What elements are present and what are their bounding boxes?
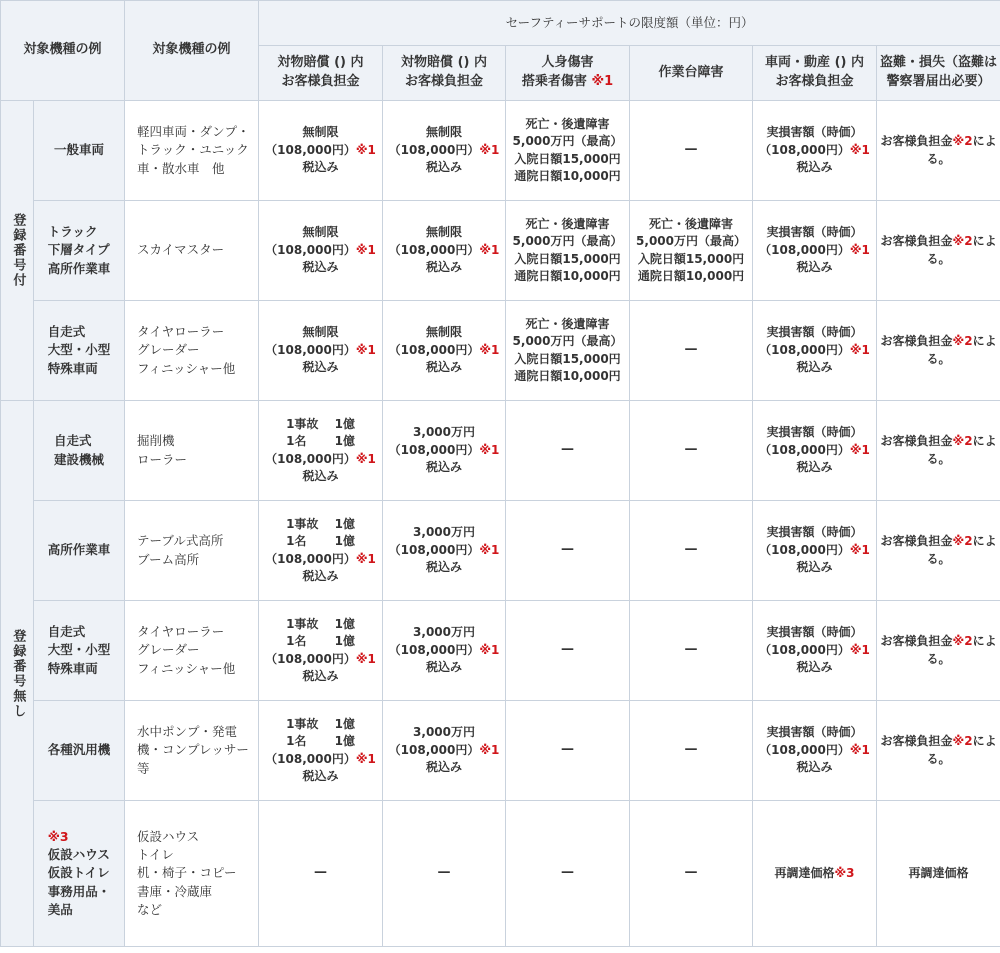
limit-cell-3 xyxy=(506,701,630,801)
limit-cell-1 xyxy=(259,701,383,801)
header-line: 対物賠償 () 内 xyxy=(277,55,364,71)
header-line: お客様負担金 xyxy=(405,74,484,89)
value-line: 1事故 1億 xyxy=(286,616,355,631)
header-line: 人身傷害 xyxy=(541,55,594,71)
machine-examples xyxy=(125,401,259,501)
category-line: 自走式 xyxy=(47,624,86,640)
dash-mark: — xyxy=(684,442,698,458)
value-line: （108,000円）※1 xyxy=(759,142,870,157)
value-line: （108,000円）※1 xyxy=(388,242,500,257)
example-line: タイヤローラー xyxy=(137,324,225,340)
note-mark: ※1 xyxy=(479,342,500,357)
dash-mark: — xyxy=(684,865,698,881)
value-line: 税込み xyxy=(796,760,833,775)
note-mark: ※1 xyxy=(849,342,870,357)
value-line: 実損害額（時価） xyxy=(766,225,863,240)
value-line: 税込み xyxy=(426,760,463,775)
value-line: （108,000円）※1 xyxy=(388,742,500,757)
table-row xyxy=(1,201,1000,301)
value-line: 3,000万円 xyxy=(413,625,475,640)
value-line: （108,000円）※1 xyxy=(759,642,870,657)
category-line: 各種汎用機 xyxy=(47,742,111,758)
machine-examples xyxy=(125,601,259,701)
note-mark: ※1 xyxy=(479,642,500,657)
value-line: 入院日額15,000円 xyxy=(637,251,745,266)
value-line: （108,000円）※1 xyxy=(265,142,376,157)
machine-category-text xyxy=(48,623,111,677)
value-line: 1名 1億 xyxy=(286,534,355,549)
value-line: 税込み xyxy=(302,360,339,375)
limit-cell-5 xyxy=(753,201,877,301)
limit-cell-1 xyxy=(259,301,383,401)
machine-category-text xyxy=(48,541,111,559)
header-machine-example-a: 対象機種の例 xyxy=(1,1,125,101)
value-line: （108,000円）※1 xyxy=(265,342,376,357)
example-line: 軽四車両・ダンプ・ xyxy=(137,124,250,140)
category-line: 美品 xyxy=(47,901,73,917)
header-machine-example-b: 対象機種の例 xyxy=(125,1,259,101)
value-line: 税込み xyxy=(796,260,833,275)
limit-cell-2 xyxy=(383,401,506,501)
note-mark: ※2 xyxy=(952,134,973,149)
note-suffix: による。 xyxy=(926,534,997,566)
limit-cell-4 xyxy=(630,801,753,947)
limit-cell-6 xyxy=(877,101,1000,201)
table-row xyxy=(1,301,1000,401)
limit-cell-6 xyxy=(877,201,1000,301)
value-line: （108,000円）※1 xyxy=(388,642,500,657)
category-line: 自走式 xyxy=(54,433,92,449)
limit-cell-1 xyxy=(259,101,383,201)
value-line: 税込み xyxy=(426,660,463,675)
value-line: 実損害額（時価） xyxy=(766,325,863,340)
value-line: （108,000円）※1 xyxy=(265,451,376,466)
value-line: 税込み xyxy=(796,660,833,675)
note-mark: ※1 xyxy=(355,751,376,766)
header-line: 警察署届出必要） xyxy=(886,74,991,89)
value-line: 実損害額（時価） xyxy=(766,725,863,740)
value-line: 入院日額15,000円 xyxy=(514,251,621,266)
value-line: 無制限 xyxy=(426,225,463,240)
value-line: （108,000円）※1 xyxy=(388,342,500,357)
machine-category-text xyxy=(54,141,104,159)
limit-cell-4 xyxy=(630,301,753,401)
value-line: 無制限 xyxy=(302,225,339,240)
value-line: 1事故 1億 xyxy=(286,716,355,731)
note-mark: ※1 xyxy=(849,742,870,757)
table-row xyxy=(1,401,1000,501)
value-line: お客様負担金※2による。 xyxy=(880,534,997,566)
header-line: 対物賠償 () 内 xyxy=(401,55,487,71)
limit-cell-1 xyxy=(259,501,383,601)
value-line: 再調達価格※3 xyxy=(774,865,855,880)
value-line: （108,000円）※1 xyxy=(265,751,376,766)
example-line: スカイマスター xyxy=(137,242,225,258)
group-registered xyxy=(1,101,34,401)
example-line: 水中ポンプ・発電 xyxy=(137,724,238,740)
category-line: 建設機械 xyxy=(54,451,105,467)
note-mark: ※1 xyxy=(479,442,500,457)
value-line: 3,000万円 xyxy=(413,425,475,440)
value-line: 1事故 1億 xyxy=(286,416,355,431)
limit-cell-6 xyxy=(877,501,1000,601)
note-suffix: による。 xyxy=(926,434,997,466)
value-line: 実損害額（時価） xyxy=(766,625,863,640)
header-col-2 xyxy=(383,46,506,101)
machine-category-text xyxy=(54,432,104,468)
example-line: 書庫・冷蔵庫 xyxy=(137,883,213,899)
header-line: お客様負担金 xyxy=(775,74,854,89)
note-mark: ※1 xyxy=(355,142,376,157)
category-line: 事務用品・ xyxy=(47,883,111,899)
note-mark: ※2 xyxy=(952,634,973,649)
limit-cell-2 xyxy=(383,301,506,401)
value-line: （108,000円）※1 xyxy=(388,442,500,457)
value-line: 5,000万円（最高） xyxy=(512,134,623,149)
value-line: 税込み xyxy=(796,460,833,475)
limit-cell-3 xyxy=(506,601,630,701)
value-line: 税込み xyxy=(426,460,463,475)
value-line: 実損害額（時価） xyxy=(766,525,863,540)
value-line: 税込み xyxy=(302,160,339,175)
value-line: （108,000円）※1 xyxy=(759,342,870,357)
value-line: お客様負担金※2による。 xyxy=(880,734,997,766)
table-row xyxy=(1,601,1000,701)
value-line: お客様負担金※2による。 xyxy=(880,634,997,666)
limit-cell-3 xyxy=(506,301,630,401)
note-mark: ※2 xyxy=(952,734,973,749)
limit-cell-2 xyxy=(383,501,506,601)
note-mark: ※1 xyxy=(849,442,870,457)
category-line: 大型・小型 xyxy=(47,342,111,358)
category-line: 特殊車両 xyxy=(47,660,98,676)
example-line: トイレ xyxy=(137,847,174,863)
value-line: 実損害額（時価） xyxy=(766,425,863,440)
value-line: 実損害額（時価） xyxy=(766,125,863,140)
value-line: 税込み xyxy=(426,360,463,375)
header-line: 搭乗者傷害 ※1 xyxy=(521,74,614,89)
limit-cell-2 xyxy=(383,601,506,701)
value-line: 無制限 xyxy=(426,325,463,340)
dash-mark: — xyxy=(684,642,698,658)
note-mark: ※1 xyxy=(591,74,614,89)
dash-mark: — xyxy=(561,865,575,881)
machine-category xyxy=(34,201,125,301)
note-suffix: による。 xyxy=(926,634,997,666)
note-mark: ※1 xyxy=(355,242,376,257)
limit-cell-4 xyxy=(630,401,753,501)
header-line: 盗難・損失（盗難は xyxy=(880,55,998,71)
note-mark: ※1 xyxy=(849,542,870,557)
value-line: 3,000万円 xyxy=(413,525,475,540)
machine-examples xyxy=(125,501,259,601)
category-line: 大型・小型 xyxy=(47,642,111,658)
dash-mark: — xyxy=(561,642,575,658)
limit-cell-5 xyxy=(753,301,877,401)
note-mark: ※1 xyxy=(355,342,376,357)
machine-category-text xyxy=(48,323,111,377)
limit-cell-3 xyxy=(506,101,630,201)
header-col-6 xyxy=(877,46,1000,101)
value-line: （108,000円）※1 xyxy=(759,442,870,457)
note-mark: ※2 xyxy=(952,234,973,249)
example-line: ブーム高所 xyxy=(137,551,200,567)
value-line: 入院日額15,000円 xyxy=(514,351,621,366)
value-line: （108,000円）※1 xyxy=(759,542,870,557)
note-mark: ※1 xyxy=(479,142,500,157)
table-row xyxy=(1,701,1000,801)
value-line: 税込み xyxy=(426,560,463,575)
value-line: 5,000万円（最高） xyxy=(636,234,746,249)
value-line: 死亡・後遺障害 xyxy=(649,216,734,231)
machine-examples xyxy=(125,101,259,201)
limit-cell-2 xyxy=(383,201,506,301)
limit-cell-5 xyxy=(753,801,877,947)
limit-cell-1 xyxy=(259,401,383,501)
limit-cell-5 xyxy=(753,101,877,201)
category-line: トラック xyxy=(47,224,98,240)
note-mark: ※1 xyxy=(355,551,376,566)
machine-examples xyxy=(125,801,259,947)
limit-cell-5 xyxy=(753,501,877,601)
example-line: グレーダー xyxy=(137,342,200,358)
value-line: 無制限 xyxy=(302,325,339,340)
machine-category-text xyxy=(48,223,111,277)
table-row xyxy=(1,101,1000,201)
header-line: お客様負担金 xyxy=(281,74,360,89)
machine-examples xyxy=(125,701,259,801)
machine-category xyxy=(34,501,125,601)
value-line: （108,000円）※1 xyxy=(759,242,870,257)
limit-cell-1 xyxy=(259,201,383,301)
value-line: 税込み xyxy=(302,668,339,683)
value-line: 1名 1億 xyxy=(286,434,355,449)
example-line: など xyxy=(137,901,163,917)
value-line: 1名 1億 xyxy=(286,634,355,649)
group-unregistered xyxy=(1,401,34,947)
value-line: （108,000円）※1 xyxy=(265,551,376,566)
category-line: 一般車両 xyxy=(54,142,105,158)
value-line: （108,000円）※1 xyxy=(388,142,500,157)
example-line: ローラー xyxy=(137,451,188,467)
note-mark: ※1 xyxy=(355,651,376,666)
limit-cell-6 xyxy=(877,301,1000,401)
value-line: 死亡・後遺障害 xyxy=(525,216,610,231)
machine-category-text xyxy=(48,828,111,919)
example-line: 仮設ハウス xyxy=(137,829,200,845)
category-line: 高所作業車 xyxy=(47,260,111,276)
limit-cell-4 xyxy=(630,501,753,601)
value-line: 通院日額10,000円 xyxy=(514,268,621,283)
limit-cell-3 xyxy=(506,401,630,501)
header-col-5 xyxy=(753,46,877,101)
note-mark: ※3 xyxy=(47,829,69,845)
value-line: 税込み xyxy=(302,468,339,483)
value-line: お客様負担金※2による。 xyxy=(880,234,997,266)
category-line: 下層タイプ xyxy=(47,242,110,258)
value-line: （108,000円）※1 xyxy=(265,651,376,666)
note-mark: ※3 xyxy=(834,865,855,880)
note-mark: ※1 xyxy=(479,242,500,257)
value-line: 無制限 xyxy=(426,125,463,140)
limit-cell-3 xyxy=(506,801,630,947)
value-line: お客様負担金※2による。 xyxy=(880,334,997,366)
limit-cell-4 xyxy=(630,201,753,301)
limit-cell-5 xyxy=(753,701,877,801)
note-mark: ※1 xyxy=(849,142,870,157)
dash-mark: — xyxy=(561,442,575,458)
value-line: （108,000円）※1 xyxy=(759,742,870,757)
machine-category-text xyxy=(48,741,111,759)
value-line: （108,000円）※1 xyxy=(388,542,500,557)
machine-category xyxy=(34,101,125,201)
example-line: タイヤローラー xyxy=(137,624,225,640)
category-line: 自走式 xyxy=(47,324,86,340)
value-line: 通院日額10,000円 xyxy=(637,268,745,283)
example-line: テーブル式高所 xyxy=(137,533,224,549)
limit-cell-4 xyxy=(630,601,753,701)
value-line: 3,000万円 xyxy=(413,725,475,740)
limit-cell-6 xyxy=(877,601,1000,701)
example-line: 機・コンプレッサー xyxy=(137,742,249,758)
limit-cell-6 xyxy=(877,701,1000,801)
limit-cell-5 xyxy=(753,401,877,501)
limit-cell-6 xyxy=(877,401,1000,501)
header-col-4 xyxy=(630,46,753,101)
value-line: 通院日額10,000円 xyxy=(514,368,621,383)
note-suffix: による。 xyxy=(926,734,997,766)
machine-examples xyxy=(125,201,259,301)
header-col-3 xyxy=(506,46,630,101)
note-mark: ※1 xyxy=(849,242,870,257)
table-row xyxy=(1,801,1000,947)
table-row xyxy=(1,501,1000,601)
value-line: 通院日額10,000円 xyxy=(514,168,621,183)
category-line: 仮設ハウス xyxy=(47,847,110,863)
dash-mark: — xyxy=(561,742,575,758)
example-line: フィニッシャー他 xyxy=(137,660,236,676)
limit-cell-5 xyxy=(753,601,877,701)
dash-mark: — xyxy=(684,342,698,358)
example-line: 等 xyxy=(137,760,150,776)
example-line: 車・散水車 他 xyxy=(137,160,225,176)
dash-mark: — xyxy=(684,542,698,558)
value-line: お客様負担金※2による。 xyxy=(880,434,997,466)
limit-cell-6 xyxy=(877,801,1000,947)
example-line: 掘削機 xyxy=(137,433,175,449)
value-line: 1名 1億 xyxy=(286,734,355,749)
value-line: 税込み xyxy=(302,568,339,583)
limit-cell-1 xyxy=(259,801,383,947)
category-line: 特殊車両 xyxy=(47,360,98,376)
value-line: お客様負担金※2による。 xyxy=(880,134,997,166)
note-suffix: による。 xyxy=(926,134,997,166)
example-line: トラック・ユニック xyxy=(137,142,249,158)
value-line: 1事故 1億 xyxy=(286,516,355,531)
limit-cell-1 xyxy=(259,601,383,701)
limit-cell-3 xyxy=(506,201,630,301)
value-line: 入院日額15,000円 xyxy=(514,151,621,166)
header-limits-title: セーフティーサポートの限度額（単位：円） xyxy=(259,1,1000,46)
limit-cell-2 xyxy=(383,801,506,947)
value-line: 再調達価格 xyxy=(908,865,969,880)
machine-category xyxy=(34,701,125,801)
note-mark: ※1 xyxy=(849,642,870,657)
value-line: 5,000万円（最高） xyxy=(512,334,623,349)
machine-category xyxy=(34,601,125,701)
value-line: 5,000万円（最高） xyxy=(512,234,623,249)
category-line: 高所作業車 xyxy=(47,542,111,558)
group-label: 登録番号付 xyxy=(10,213,26,288)
dash-mark: — xyxy=(684,742,698,758)
header-col-1 xyxy=(259,46,383,101)
dash-mark: — xyxy=(314,865,328,881)
dash-mark: — xyxy=(684,142,698,158)
header-line: 作業台障害 xyxy=(658,64,724,80)
note-mark: ※1 xyxy=(355,451,376,466)
machine-category xyxy=(34,301,125,401)
note-mark: ※2 xyxy=(952,534,973,549)
example-line: フィニッシャー他 xyxy=(137,360,236,376)
value-line: 税込み xyxy=(426,160,463,175)
category-line: 仮設トイレ xyxy=(47,865,110,881)
limit-cell-3 xyxy=(506,501,630,601)
limit-cell-4 xyxy=(630,101,753,201)
example-line: グレーダー xyxy=(137,642,200,658)
limit-cell-2 xyxy=(383,101,506,201)
dash-mark: — xyxy=(437,865,451,881)
value-line: 死亡・後遺障害 xyxy=(525,316,610,331)
value-line: （108,000円）※1 xyxy=(265,242,376,257)
dash-mark: — xyxy=(561,542,575,558)
value-line: 税込み xyxy=(796,160,833,175)
value-line: 税込み xyxy=(302,260,339,275)
note-mark: ※2 xyxy=(952,434,973,449)
note-mark: ※1 xyxy=(479,742,500,757)
note-mark: ※2 xyxy=(952,334,973,349)
note-suffix: による。 xyxy=(926,334,997,366)
note-mark: ※1 xyxy=(479,542,500,557)
group-label: 登録番号無し xyxy=(10,628,26,719)
example-line: 机・椅子・コピー xyxy=(137,865,237,881)
note-suffix: による。 xyxy=(926,234,997,266)
machine-category xyxy=(34,801,125,947)
machine-examples xyxy=(125,301,259,401)
value-line: 無制限 xyxy=(302,125,339,140)
value-line: 税込み xyxy=(796,360,833,375)
value-line: 死亡・後遺障害 xyxy=(525,116,610,131)
limit-cell-4 xyxy=(630,701,753,801)
limit-cell-2 xyxy=(383,701,506,801)
machine-category xyxy=(34,401,125,501)
value-line: 税込み xyxy=(426,260,463,275)
value-line: 税込み xyxy=(796,560,833,575)
header-line: 車両・動産 () 内 xyxy=(765,55,864,71)
value-line: 税込み xyxy=(302,768,339,783)
